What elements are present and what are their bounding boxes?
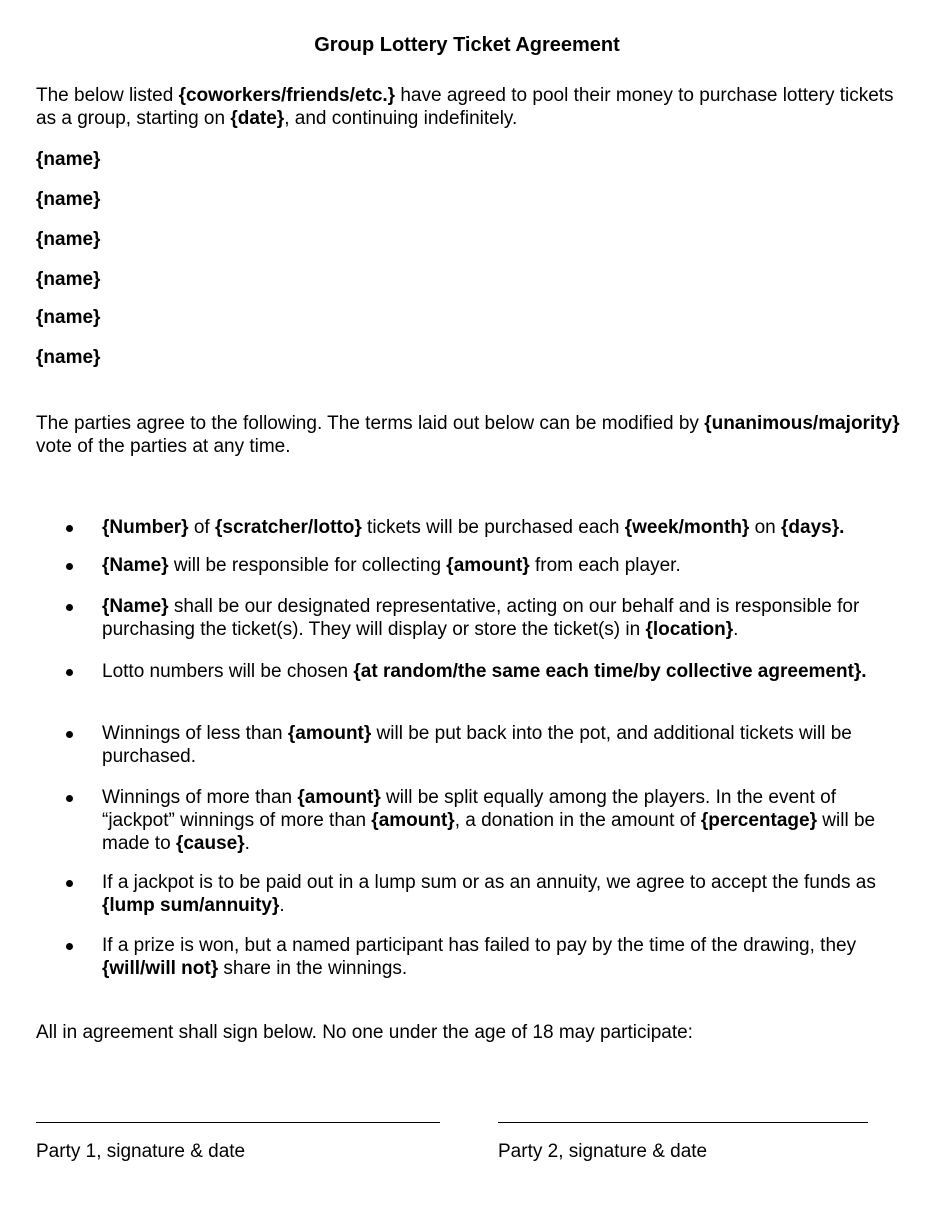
term-text: will be split equally among the players. In the event of “jackpot” winnings of more than [102,787,836,831]
term-text: . [244,833,250,854]
term-text: on [749,517,782,538]
term-text: If a jackpot is to be paid out in a lump sum or as an annuity, we agree to accept the funds as [102,872,876,893]
bullet-icon [66,669,73,676]
term-text: shall be our designated representative, acting on our behalf and is responsible for purchasing the ticket(s). They will display or store the ticket(s) in [102,596,860,640]
bullet-icon [66,563,73,570]
participant-name: {name} [36,189,101,210]
term-text: . [733,619,739,640]
term-text: will be put back into the pot, and additional tickets will be purchased. [102,723,852,767]
terms-text: vote of the parties at any time. [36,436,291,457]
term-text: . [279,895,285,916]
term-item [102,660,902,683]
term-placeholder: {Name} [102,555,169,576]
signature-line-party-2[interactable] [498,1122,868,1123]
bullet-icon [66,795,73,802]
bullet-icon [66,943,73,950]
term-placeholder: {week/month} [624,517,750,538]
intro-paragraph [36,84,906,130]
term-text: Lotto numbers will be chosen [102,661,354,682]
participant-name: {name} [36,149,101,170]
term-text: Winnings of less than [102,723,288,744]
intro-text: have agreed to pool their money to purchase lottery tickets as a group, starting on [36,85,894,129]
term-text: will be responsible for collecting [168,555,447,576]
term-text: share in the winnings. [218,958,408,979]
term-text: , a donation in the amount of [454,810,701,831]
term-text: of [188,517,215,538]
term-text: Winnings of more than [102,787,298,808]
term-text: tickets will be purchased each [361,517,625,538]
term-placeholder: {amount} [446,555,530,576]
document-title: Group Lottery Ticket Agreement [314,34,620,56]
term-placeholder: {amount} [371,810,455,831]
term-placeholder: {days}. [781,517,845,538]
term-item [102,516,902,539]
term-placeholder: {Number} [102,517,189,538]
term-item [102,722,902,768]
intro-text: , and continuing indefinitely. [284,108,518,129]
term-text: If a prize is won, but a named participant has failed to pay by the time of the drawing, they [102,935,857,956]
bullet-icon [66,604,73,611]
term-placeholder: {Name} [102,596,169,617]
terms-text: The parties agree to the following. The terms laid out below can be modified by [36,413,705,434]
signature-label-party-2: Party 2, signature & date [498,1141,708,1162]
term-placeholder: {at random/the same each time/by collective agreement}. [353,661,867,682]
intro-placeholder-group: {coworkers/friends/etc.} [178,85,396,106]
term-item [102,934,902,980]
participant-name: {name} [36,307,101,328]
intro-text: The below listed [36,85,179,106]
term-item [102,871,902,917]
term-item [102,554,902,577]
closing-statement: All in agreement shall sign below. No one under the age of 18 may participate: [36,1022,693,1043]
intro-placeholder-date: {date} [230,108,285,129]
bullet-icon [66,731,73,738]
terms-placeholder-vote: {unanimous/majority} [704,413,900,434]
term-placeholder: {will/will not} [102,958,219,979]
term-placeholder: {scratcher/lotto} [214,517,362,538]
participant-name: {name} [36,229,101,250]
participant-name: {name} [36,269,101,290]
term-item [102,786,902,855]
term-item [102,595,902,641]
bullet-icon [66,880,73,887]
term-text: from each player. [529,555,681,576]
term-placeholder: {percentage} [700,810,817,831]
bullet-icon [66,525,73,532]
term-placeholder: {amount} [287,723,372,744]
terms-paragraph [36,412,906,458]
term-placeholder: {location} [645,619,734,640]
term-placeholder: {amount} [297,787,381,808]
term-placeholder: {lump sum/annuity} [102,895,280,916]
term-text: will be made to [102,810,876,854]
signature-line-party-1[interactable] [36,1122,440,1123]
participant-name: {name} [36,347,101,368]
signature-label-party-1: Party 1, signature & date [36,1141,246,1162]
term-placeholder: {cause} [175,833,245,854]
